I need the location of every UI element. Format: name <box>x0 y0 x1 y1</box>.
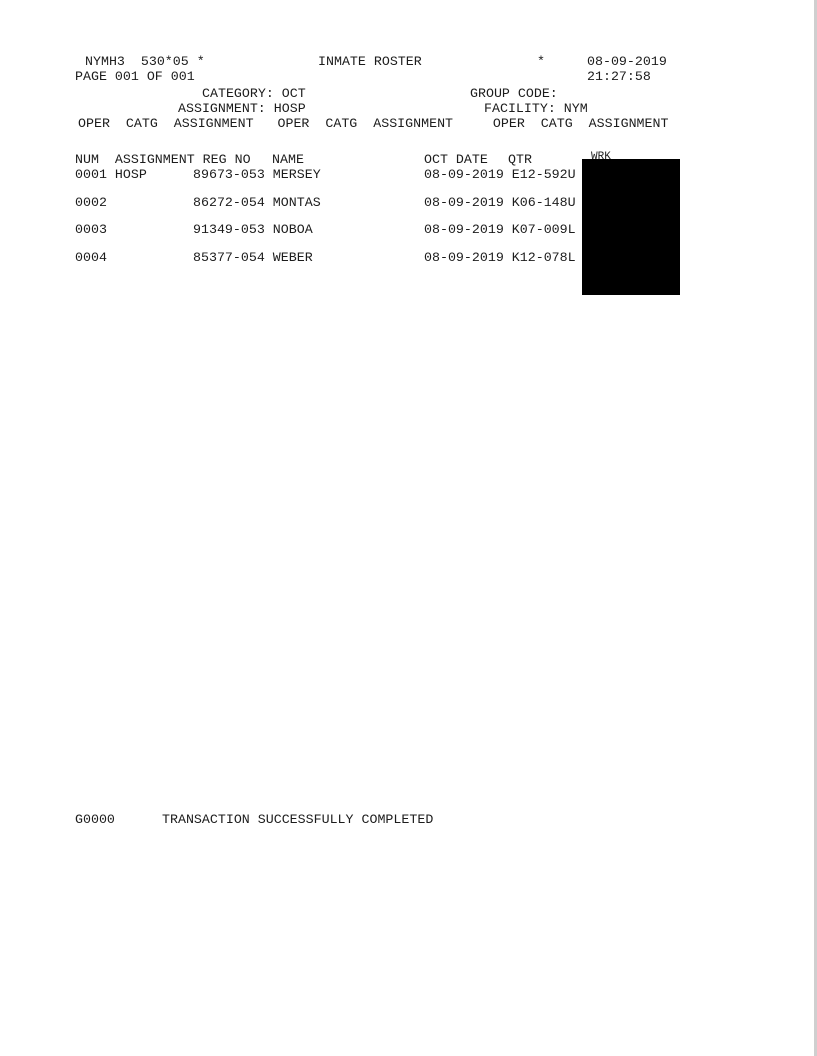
row-1-date-qtr: 08-09-2019 E12-592U <box>424 167 576 182</box>
oper-column-header: OPER CATG ASSIGNMENT OPER CATG ASSIGNMENT OPER CATG ASSIGNMENT <box>78 116 669 131</box>
status-message: TRANSACTION SUCCESSFULLY COMPLETED <box>162 812 434 827</box>
system-id: NYMH3 530*05 * <box>85 54 205 69</box>
report-time: 21:27:58 <box>587 69 651 84</box>
row-2-reg-name: 86272-054 MONTAS <box>193 195 321 210</box>
report-date: 08-09-2019 <box>587 54 667 69</box>
col-header-qtr: QTR <box>508 152 532 167</box>
row-4-num-assign: 0004 <box>75 250 107 265</box>
col-header-oct-date: OCT DATE <box>424 152 488 167</box>
report-title: INMATE ROSTER <box>318 54 422 69</box>
row-4-reg-name: 85377-054 WEBER <box>193 250 313 265</box>
redaction-block <box>582 159 680 295</box>
star-marker: * <box>537 54 545 69</box>
assignment-field: ASSIGNMENT: HOSP <box>178 101 306 116</box>
row-2-date-qtr: 08-09-2019 K06-148U <box>424 195 576 210</box>
row-1-num-assign: 0001 HOSP <box>75 167 147 182</box>
row-4-date-qtr: 08-09-2019 K12-078L <box>424 250 576 265</box>
category-field: CATEGORY: OCT <box>202 86 306 101</box>
row-1-reg-name: 89673-053 MERSEY <box>193 167 321 182</box>
col-header-wrk: WRK <box>591 151 611 159</box>
row-2-num-assign: 0002 <box>75 195 107 210</box>
page-indicator: PAGE 001 OF 001 <box>75 69 195 84</box>
row-3-date-qtr: 08-09-2019 K07-009L <box>424 222 576 237</box>
col-header-num-assignment-reg: NUM ASSIGNMENT REG NO <box>75 152 251 167</box>
group-code-field: GROUP CODE: <box>470 86 558 101</box>
facility-field: FACILITY: NYM <box>484 101 588 116</box>
row-3-num-assign: 0003 <box>75 222 107 237</box>
status-code: G0000 <box>75 812 115 827</box>
col-header-name: NAME <box>272 152 304 167</box>
row-3-reg-name: 91349-053 NOBOA <box>193 222 313 237</box>
